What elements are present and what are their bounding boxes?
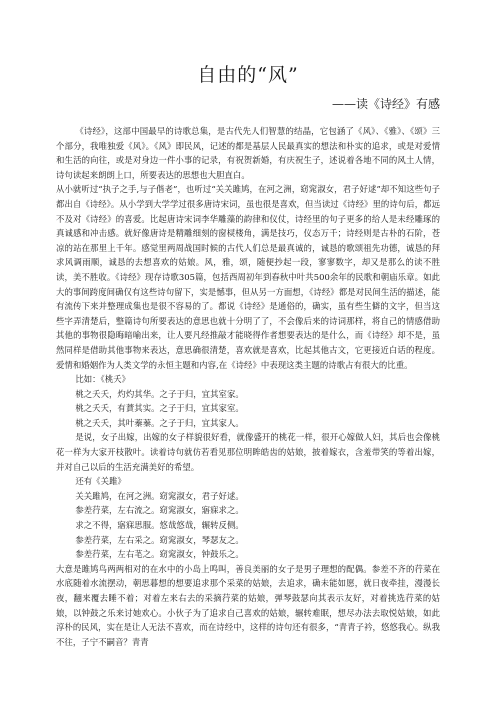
poem-line: 参差荇菜，左右采之。窈窕淑女，琴瑟友之。: [75, 534, 244, 545]
poem-line: 桃之夭夭，有蕡其实。之子于归，宜其家室。: [75, 403, 244, 414]
document-subtitle: ——读《诗经》有感: [331, 97, 440, 111]
document-body: [56, 124, 440, 649]
poem-line: 桃之夭夭，其叶蓁蓁。之子于归，宜其家人。: [75, 417, 244, 428]
paragraph-taoyao-meaning: 是说，女子出嫁，出嫁的女子样貌很好看，就像盛开的桃花一样，很开心嫁做人妇，其后也会像桃花一样为大家开枝散叶。读着诗句就仿若看见那位明眸皓齿的姑娘，披着嫁衣，含羞带笑的等着出嫁，并对自己以后的生活充满美好的希望。: [56, 432, 440, 472]
poem-line: 关关雎鸠，在河之洲。窈窕淑女，君子好逑。: [75, 490, 244, 501]
paragraph-main: 从小就听过“执子之手,与子偕老”，也听过“关关雎鸠，在河之洲，窈窕淑女，君子好逑”却不知这些句子都出自《诗经》。从小学到大学学过很多唐诗宋词，虽也很是喜欢，但当读过《诗经》里的诗句后，都远不及对《诗经》的喜爱。比起唐诗宋词李华雕藻的韵律和仪仗，诗经里的句子更多的给人是未经雕琢的真诚感和冲击感。就好像唐诗是精雕细刻的窗棂楼角，满是技巧，仪态万千；诗经则是古朴的石阶，苍凉的站在那里上千年。感觉里两周战国时候的古代人们总是最真诚的，诚恳的歌颂祖先功德，诚恳的拜求风调雨顺，诚恳的去想喜欢的姑娘。风，雅，颂，随便抄起一段，寥寥数字，却又是那么的读不胜读，美不胜收。《诗经》现存诗歌305篇，包括西周初年到春秋中叶共500余年的民歌和朝庙乐章。如此大的事间跨度间确仅有这些诗句留下，实是憾事，但从另一方面想，《诗经》都是对民间生活的描述，能有流传下来并整理成集也是很不容易的了。都说《诗经》是通俗的，确实，虽有些生僻的文字，但当这些字弄清楚后，整篇诗句所要表达的意思也就十分明了了，不会像后来的诗词那样，将自己的情感借助其他的事物很隐晦暗喻出来，让人要凡经推敲才能晓得作者想要表达的是什么，而《诗经》却不是，虽然同样是借助其他事物来表达，意思确很清楚，喜欢就是喜欢，比起其他古文，它更接近白话的程度。爱情和婚姻作为人类文学的永恒主题和内容,在《诗经》中表现这类主题的诗歌占有很大的比重。: [56, 184, 440, 370]
example-label-taoyao: 比如：《桃夭》: [75, 374, 131, 385]
poem-line: 桃之夭夭，灼灼其华。之子于归，宜其室家。: [75, 388, 244, 399]
document-title: 自由的“风”: [197, 64, 299, 86]
paragraph-intro: 《诗经》，这部中国最早的诗歌总集，是古代先人们智慧的结晶，它包涵了《风》、《雅》、《颂》三个部分，我唯独爱《风》。《风》即民风，记述的都是基层人民最真实的想法和朴实的追求，或是对爱情和生活的向往，或是对身边一件小事的记录，有祝贺新婚，有庆祝生子，述说着各地不同的风土人情，诗句读起来朗朗上口，所要表达的思想也大胆直白。: [56, 126, 440, 180]
poem-line: 参差荇菜，左右流之。窈窕淑女，寤寐求之。: [75, 505, 244, 516]
poem-line: 求之不得，寤寐思服。悠哉悠哉，辗转反侧。: [75, 520, 244, 531]
example-label-guanju: 还有《关雎》: [75, 476, 126, 487]
paragraph-guanju-meaning: 大意是雎鸠鸟两两相对的在水中的小岛上鸣叫，善良美丽的女子是男子理想的配偶。参差不齐的荇菜在水底随着水流摆动，朝思暮想的想要追求那个采菜的姑娘，去追求，确未能如愿，就日夜牵挂，漫漫长夜，翻来覆去睡不着；对着左来右去的采摘荇菜的姑娘，弹琴鼓瑟向其表示友好，对着挑选荇菜的姑娘，以钟鼓之乐来讨她欢心。小伙子为了追求自己喜欢的姑娘，辗转难眠，想尽办法去取悦姑娘，如此淳朴的民风，实在是让人无法不喜欢，而在诗经中，这样的诗句还有很多，“青青子衿，悠悠我心。纵我不往，子宁不嗣音？青青: [56, 563, 440, 647]
poem-line: 参差荇菜，左右芼之。窈窕淑女，钟鼓乐之。: [75, 549, 244, 560]
